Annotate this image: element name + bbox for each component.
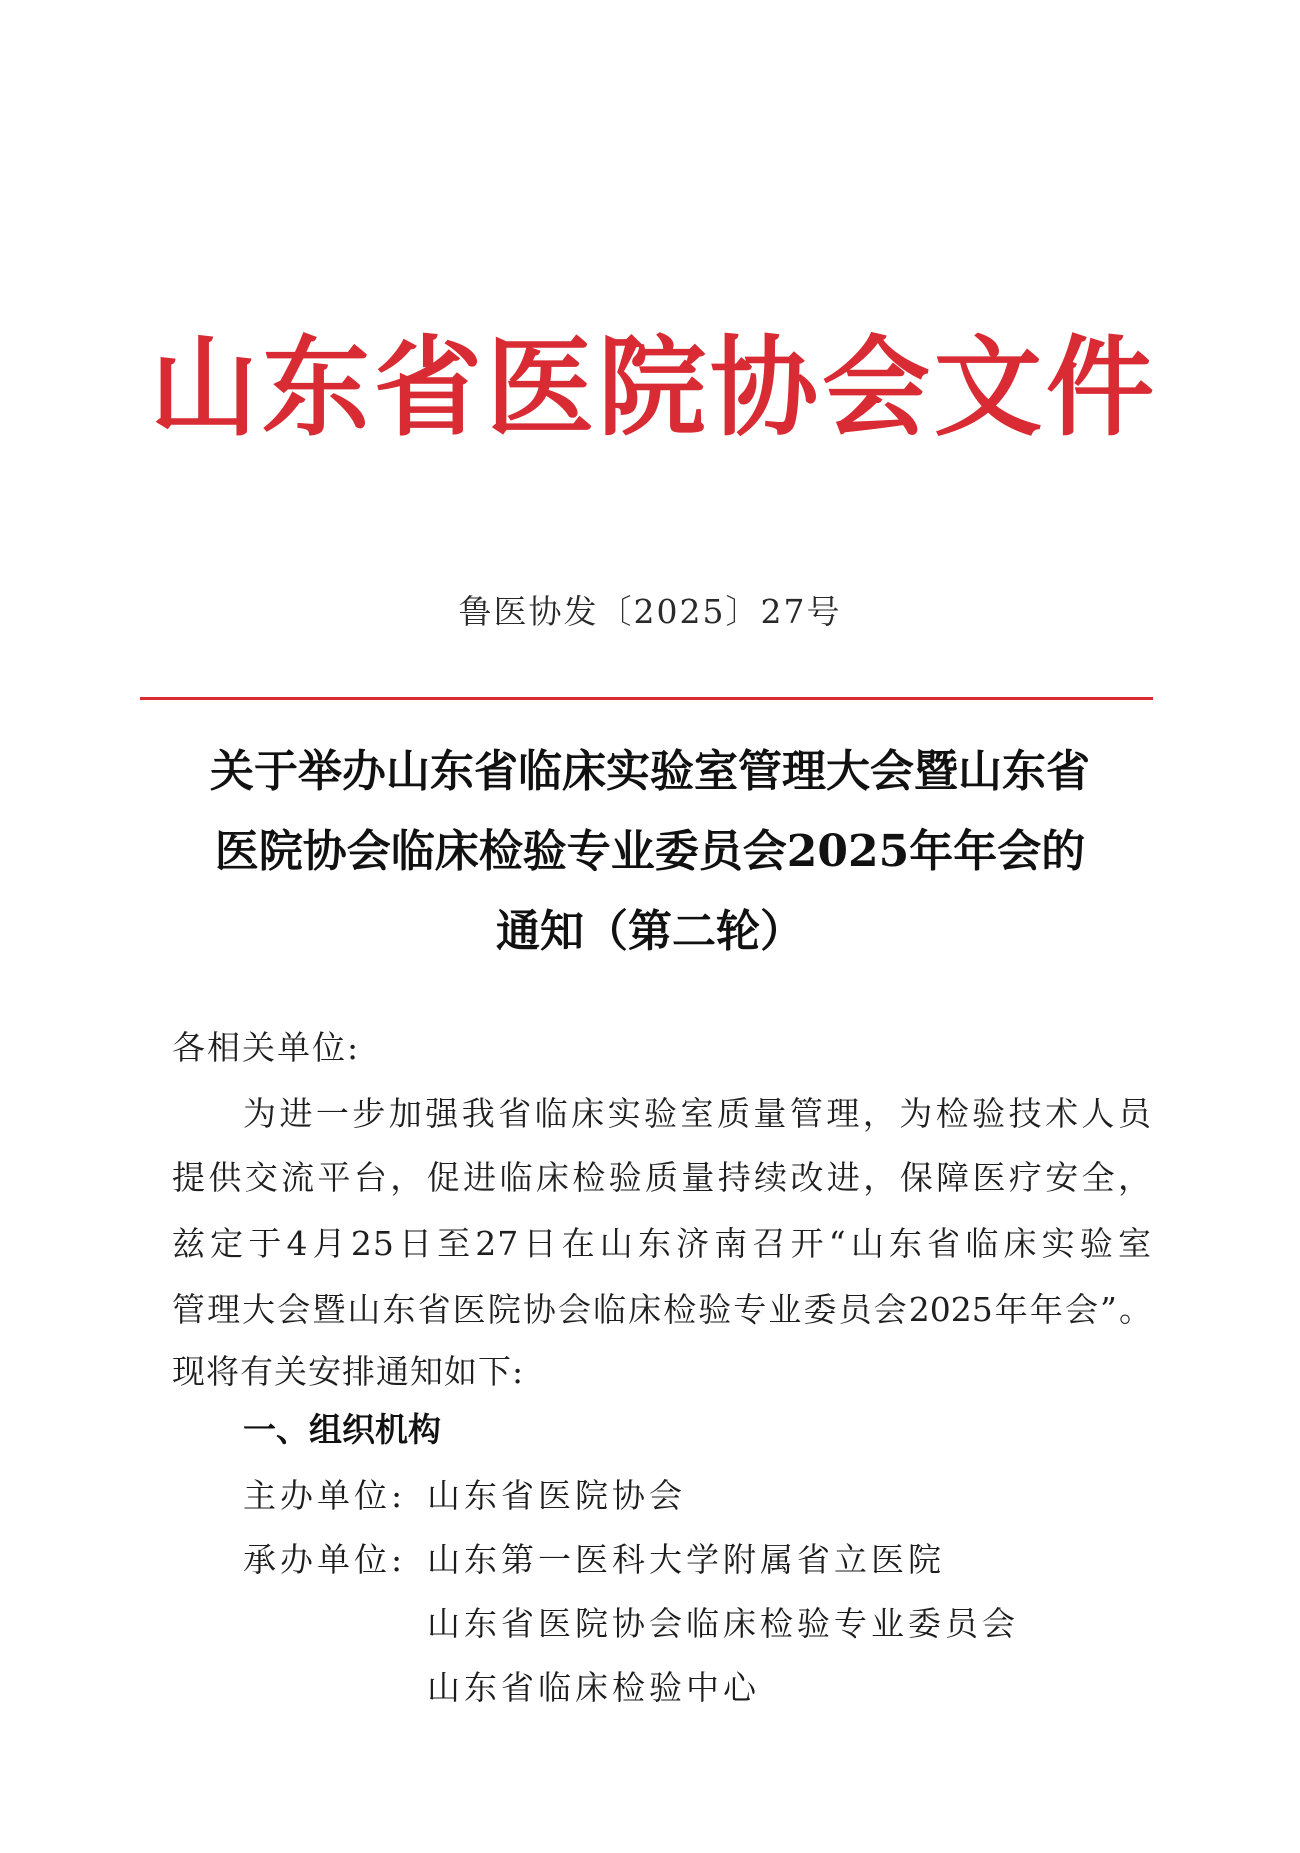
title-line-2: 医院协会临床检验专业委员会2025年年会的 [214,826,1086,877]
notice-title [160,732,1140,972]
salutation: 各相关单位: [172,1028,361,1067]
paragraph-line-3: 兹定于4月25日至27日在山东济南召开“山东省临床实验室 [172,1224,1152,1263]
co-organizer-value-1: 山东第一医科大学附属省立医院 [427,1540,945,1579]
paragraph-line-5: 现将有关安排通知如下: [172,1352,525,1391]
paragraph-line-4: 管理大会暨山东省医院协会临床检验专业委员会2025年年会”。 [172,1290,1152,1329]
paragraph-line-1: 为进一步加强我省临床实验室质量管理，为检验技术人员 [243,1094,1152,1133]
organizer-value: 山东省医院协会 [427,1476,686,1515]
paragraph-line-2: 提供交流平台，促进临床检验质量持续改进，保障医疗安全， [172,1158,1152,1197]
co-organizer-value-2: 山东省医院协会临床检验专业委员会 [427,1604,1019,1643]
document-number: 鲁医协发〔2025〕27号 [458,592,842,631]
co-organizer-label: 承办单位: [243,1540,407,1579]
organizer-label: 主办单位: [243,1476,407,1515]
title-line-3: 通知（第二轮） [496,906,804,957]
section-heading: 一、组织机构 [243,1410,441,1449]
red-divider [140,697,1153,700]
masthead-title: 山东省医院协会文件 [150,325,1159,451]
title-line-1: 关于举办山东省临床实验室管理大会暨山东省 [210,746,1090,797]
co-organizer-value-3: 山东省临床检验中心 [427,1668,760,1707]
